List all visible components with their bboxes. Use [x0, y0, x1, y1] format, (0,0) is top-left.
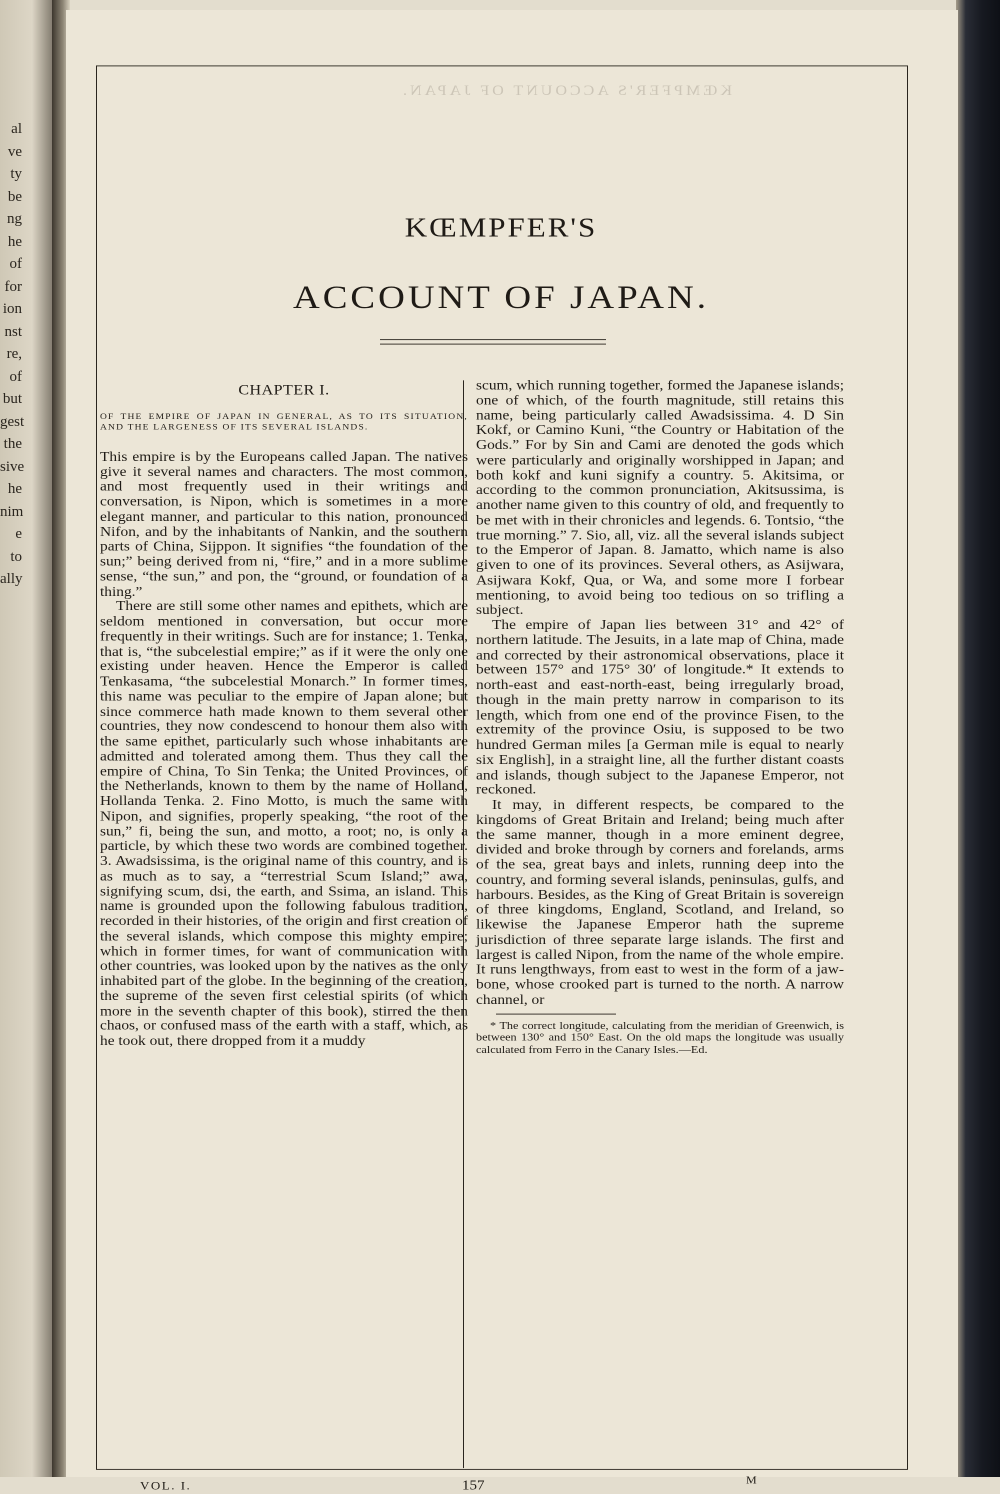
show-through-header: KŒMPFER'S ACCOUNT OF JAPAN. — [400, 83, 732, 99]
chapter-subheading: OF THE EMPIRE OF JAPAN IN GENERAL, AS TO ITS SITUATION, AND THE LARGENESS OF ITS SEVERAL ISLANDS. — [100, 412, 468, 433]
volume-label: VOL. I. — [140, 1478, 192, 1493]
book-binding — [956, 0, 1000, 1477]
fragment: of — [9, 256, 22, 272]
fragment: nst — [4, 323, 22, 340]
fragment: the — [3, 436, 22, 452]
fragment: ng — [7, 211, 22, 227]
fragment: ally — [0, 571, 23, 587]
fragment: he — [7, 481, 22, 497]
paragraph: There are still some other names and epithets, which are seldom mentioned in conversation, but occur more frequently in their writings. Such are for instance; 1. Tenka, that is, “the subcelestial empire;” as if it were the only one existing under heaven. Hence the Emperor is called Tenkasama, “the subcelestial Monarch.” In former times, this name was peculiar to the empire of Japan alone; but since commerce hath made known to them several other countries, they now condescend to honour them also with the same epithet, particularly such whose inhabitants are admitted and tolerated among them. Thus they call the empire of China, To Sin Tenka; the United Provinces, of the Netherlands, known to them by the name of Holland, Hollanda Tenka. 2. Fino Motto, is much the same with Nipon, and signifies, properly speaking, “the root of the sun,” fi, being the sun, and motto, a root; no, is only a particle, by which these two words are combined together. 3. Awadsissima, is the original name of this country, and is as much as to say, a “terrestrial Scum Island;” awa, signifying scum, dsi, the earth, and Ssima, an island. This name is grounded upon the following fabulous tradition, recorded in their histories, of the origin and first creation of the several islands, which compose this mighty empire; which in former times, for want of communication with other countries, was looked upon by the natives as the only inhabited part of the globe. In the beginning of the creation, the supreme of the seven first celestial spirits (of which more in the seventh chapter of this book), stirred the then chaos, or confused mass of the earth with a staff, which, as he took out, there dropped from it a muddy — [100, 598, 468, 1049]
page-number: 157 — [462, 1478, 485, 1494]
paragraph: This empire is by the Europeans called Japan. The natives give it several names and characters. The most common, and most frequently used in their writings and conversation, is Nipon, which is sometimes in a more elegant manner, and particular to this nation, pronounced Nifon, and by the inhabitants of Nankin, and the southern parts of China, Sijppon. It signifies “the foundation of the sun;” being derived from ni, “fire,” and in a more sublime sense, “the sun,” and pon, the “ground, or foundation of a thing.” — [100, 448, 468, 600]
chapter-heading: CHAPTER I. — [238, 383, 330, 399]
book-page — [66, 10, 958, 1494]
title-double-rule — [380, 339, 606, 344]
title-line-1: KŒMPFER'S — [404, 211, 598, 243]
right-column — [476, 379, 844, 1056]
paragraph: The empire of Japan lies between 31° and 42° of northern latitude. The Jesuits, in a late map of China, made and corrected by their astronomical observations, place it between 157° and 175° 30′ of longitude.* It extends to north-east and east-north-east, being irregularly broad, though in the main pretty narrow in comparison to its length, which from one end of the province Fisen, to the extremity of the province Osiu, is supposed to be two hundred German miles [a German mile is equal to nearly six English], in a straight line, all the further distant coasts and islands, though subject to the Japanese Emperor, not reckoned. — [476, 617, 844, 798]
fragment: ve — [7, 143, 22, 160]
fragment: be — [7, 188, 22, 205]
signature-mark: M — [746, 1473, 757, 1486]
footnote-rule — [496, 1013, 616, 1014]
paragraph: scum, which running together, formed the Japanese islands; one of which, of the fourth magnitude, still retains this name, being particularly called Awadsissima. 4. D Sin Kokf, or Camino Kuni, “the Country or Habitation of the Gods.” For by Sin and Cami are denoted the gods which were particularly and originally worshipped in Japan; and both kokf and kuni signify a country. 5. Akitsima, or according to the common pronunciation, Akitsussima, is another name given to this country of old, and frequently to be met with in their chronicles and legends. 6. Tontsio, “the true morning.” 7. Sio, all, viz. all the several islands subject to the Emperor of Japan. 8. Jamatto, which name is also given to one of its provinces. Several others, as Asijwara, Asijwara Kokf, Qua, or Wa, and some more I forbear mentioning, to avoid being too tedious on so trifling a subject. — [476, 377, 844, 618]
fragment: al — [11, 121, 22, 137]
fragment: nim — [0, 503, 24, 520]
fragment: but — [2, 391, 22, 407]
fragment: he — [7, 233, 22, 250]
left-column — [100, 379, 468, 1050]
facing-page-text-fragments — [0, 118, 25, 591]
paragraph: It may, in different respects, be compared to the kingdoms of Great Britain and Ireland; being much after the same manner, though in a more eminent degree, divided and broke through by corners and forelands, arms of the sea, great bays and inlets, running deep into the country, and forming several islands, peninsulas, gulfs, and harbours. Besides, as the King of Great Britain is sovereign of three kingdoms, England, Scotland, and Ireland, so likewise the Japanese Emperor hath the supreme jurisdiction of three separate large islands. The first and largest is called Nipon, from the name of the whole empire. It runs lengthways, from east to west in the form of a jaw-bone, whose crooked part is turned to the north. A narrow channel, or — [476, 797, 844, 1008]
fragment: gest — [0, 413, 25, 430]
fragment: sive — [0, 458, 25, 475]
fragment: ty — [10, 166, 22, 182]
fragment: of — [9, 368, 22, 385]
fragment: for — [4, 278, 22, 295]
facing-page-edge — [0, 0, 58, 1477]
fragment: re, — [6, 346, 22, 362]
fragment: e to — [10, 526, 22, 565]
fragment: ion — [2, 301, 22, 317]
title-line-2: ACCOUNT OF JAPAN. — [293, 279, 709, 316]
footnote: * The correct longitude, calculating from the meridian of Greenwich, is between 130° and 150° East. On the old maps the longitude was usually calculated from Ferro in the Canary Isles.—Ed. — [476, 1018, 844, 1056]
